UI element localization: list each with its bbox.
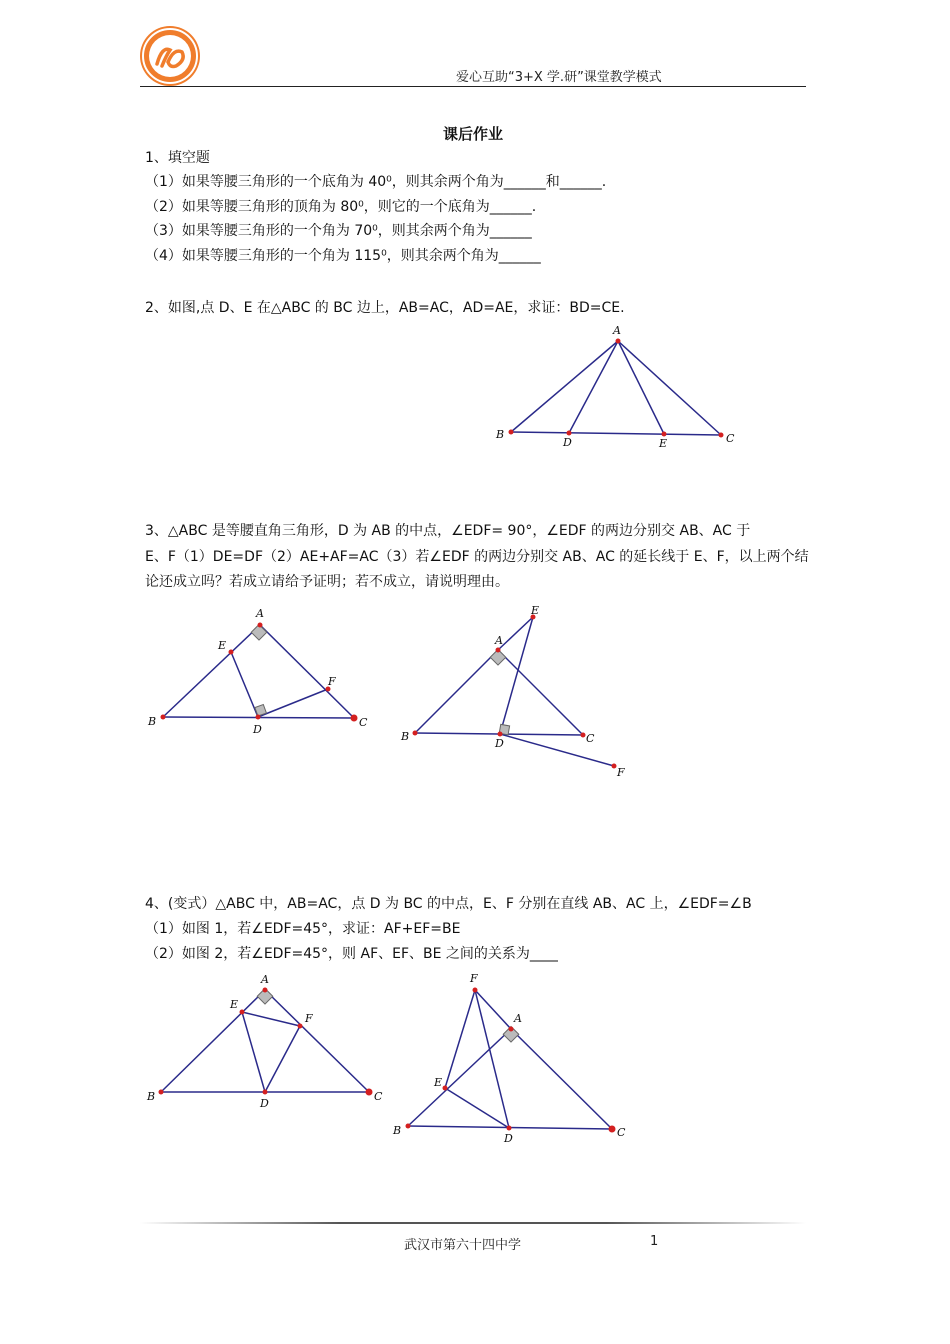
q3-figure-1 <box>140 600 380 745</box>
q3b-label-d: D <box>495 737 504 750</box>
q1-heading: 1、填空题 <box>145 150 210 166</box>
q4-figure-1 <box>140 970 390 1110</box>
q4a-label-d: D <box>260 1097 269 1110</box>
q3b-label-e: E <box>531 604 540 617</box>
q3-line-3: 论还成立吗？若成立请给予证明；若不成立，请说明理由。 <box>145 574 509 590</box>
school-logo <box>140 26 200 86</box>
q3a-label-a: A <box>256 607 264 620</box>
q3a-label-b: B <box>148 715 157 728</box>
q1-item-2: （2）如果等腰三角形的顶角为 80⁰，则它的一个底角为______. <box>145 199 537 215</box>
q1-item-3: （3）如果等腰三角形的一个角为 70⁰，则其余两个角为______ <box>145 223 532 239</box>
footer-page-number: 1 <box>650 1234 659 1249</box>
q2-label-d: D <box>563 436 572 449</box>
q4a-label-e: E <box>230 998 239 1011</box>
q4a-label-a: A <box>261 973 269 986</box>
page-title: 课后作业 <box>443 125 504 143</box>
q4b-label-f: F <box>470 972 478 985</box>
q4a-label-f: F <box>305 1012 313 1025</box>
q2-label-e: E <box>659 437 668 450</box>
q2-text: 2、如图,点 D、E 在△ABC 的 BC 边上，AB=AC，AD=AE，求证：BD=CE. <box>145 300 625 316</box>
q1-item-4: （4）如果等腰三角形的一个角为 115⁰，则其余两个角为______ <box>145 248 541 264</box>
q3a-label-e: E <box>218 639 227 652</box>
q3a-label-c: C <box>359 716 368 729</box>
q3b-label-f: F <box>617 766 625 779</box>
q3-line-1: 3、△ABC 是等腰直角三角形，D 为 AB 的中点，∠EDF= 90°，∠EDF 的两边分别交 AB、AC 于 <box>145 523 751 539</box>
q4b-label-a: A <box>514 1012 522 1025</box>
q4-figure-2 <box>385 965 635 1155</box>
header-motto: 爱心互助“3+X 学.研”课堂教学模式 <box>456 70 662 85</box>
q2-label-a: A <box>613 324 621 337</box>
footer-school: 武汉市第六十四中学 <box>404 1238 522 1253</box>
q4-line-3: （2）如图 2，若∠EDF=45°，则 AF、EF、BE 之间的关系为____ <box>145 946 558 962</box>
q1-item-1: （1）如果等腰三角形的一个底角为 40⁰，则其余两个角为______和______. <box>145 174 607 190</box>
q4b-label-e: E <box>434 1076 443 1089</box>
logo-emblem-icon <box>140 26 200 86</box>
q4-line-1: 4、(变式）△ABC 中，AB=AC，点 D 为 BC 的中点，E、F 分别在直线 AB、AC 上，∠EDF=∠B <box>145 896 752 912</box>
footer-rule <box>140 1222 806 1224</box>
q4a-label-c: C <box>374 1090 383 1103</box>
q3b-label-b: B <box>401 730 410 743</box>
q3a-label-d: D <box>253 723 262 736</box>
q4b-label-b: B <box>393 1124 402 1137</box>
q3b-label-c: C <box>586 732 595 745</box>
q4a-label-b: B <box>147 1090 156 1103</box>
q3b-label-a: A <box>495 634 503 647</box>
q2-figure <box>480 320 750 455</box>
q2-label-c: C <box>726 432 735 445</box>
header-rule <box>140 86 806 87</box>
q3-line-2: E、F（1）DE=DF（2）AE+AF=AC（3）若∠EDF 的两边分别交 AB、AC 的延长线于 E、F，以上两个结 <box>145 549 809 565</box>
q4b-label-c: C <box>617 1126 626 1139</box>
q2-label-b: B <box>496 428 505 441</box>
q3-figure-2 <box>395 600 640 785</box>
q3a-label-f: F <box>328 675 336 688</box>
q4-line-2: （1）如图 1，若∠EDF=45°，求证：AF+EF=BE <box>145 921 461 937</box>
q4b-label-d: D <box>504 1132 513 1145</box>
